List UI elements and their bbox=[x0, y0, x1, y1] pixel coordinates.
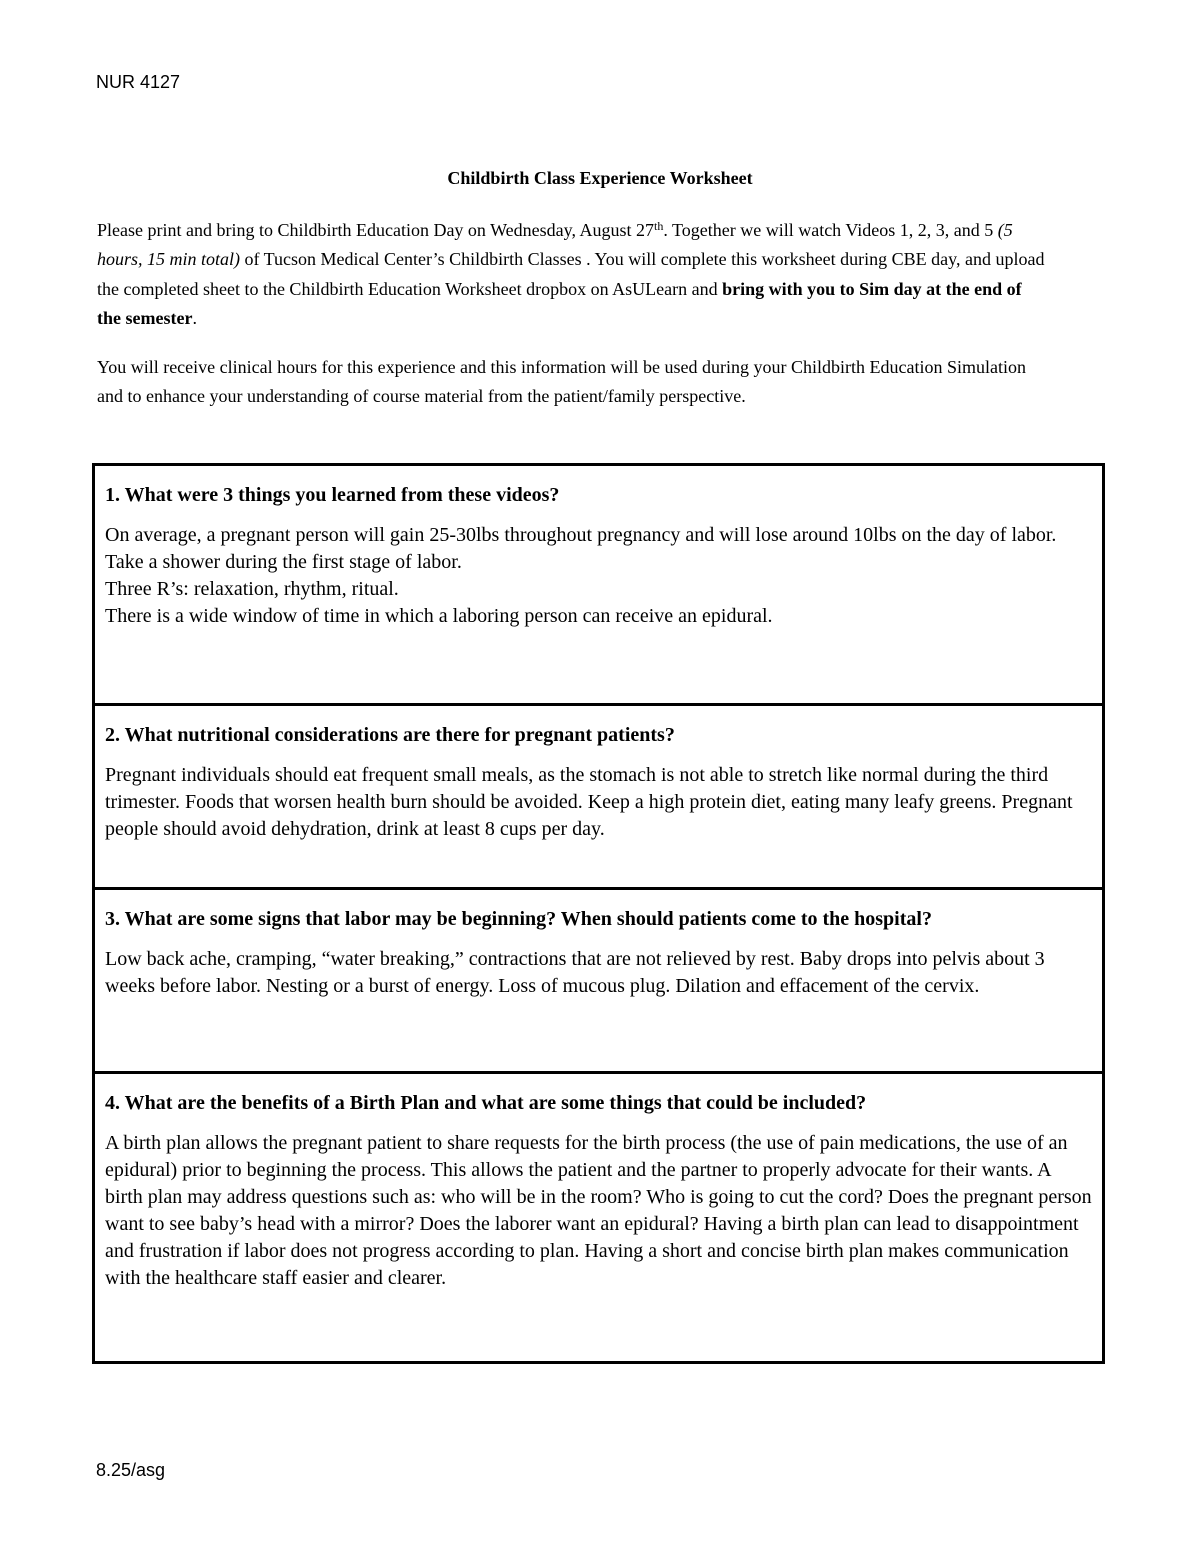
answer-1 bbox=[105, 522, 1092, 630]
video-duration-note: (5 hours, 15 min total) bbox=[97, 220, 1013, 270]
intro-paragraph-instructions bbox=[97, 216, 1047, 333]
intro-text-2: . Together we will watch Videos 1, 2, 3, and 5 bbox=[663, 220, 998, 240]
question-2: 2. What nutritional considerations are there for pregnant patients? bbox=[105, 724, 675, 746]
worksheet-table bbox=[92, 463, 1105, 1364]
question-cell-4 bbox=[95, 1074, 1102, 1361]
intro-text-4: . bbox=[192, 307, 197, 328]
intro-text-1: Please print and bring to Childbirth Education Day on Wednesday, August 27 bbox=[97, 220, 654, 240]
answer-1-line: Three R’s: relaxation, rhythm, ritual. bbox=[105, 578, 399, 600]
answer-3: Low back ache, cramping, “water breaking,” contractions that are not relieved by rest. Baby drops into pelvis about 3 weeks before labor. Nesting or a burst of energy. Loss of mucous plug. Dilation and effacement of the cervix. bbox=[105, 948, 1045, 997]
question-cell-3 bbox=[95, 890, 1102, 1074]
sim-day-reminder: bring with you to Sim day at the end of the semester bbox=[97, 278, 1022, 328]
revision-code: 8.25/asg bbox=[96, 1460, 166, 1480]
answer-1-line: There is a wide window of time in which a laboring person can receive an epidural. bbox=[105, 605, 773, 627]
question-cell-2 bbox=[95, 706, 1102, 890]
intro-text-3: of Tucson Medical Center’s Childbirth Classes . You will complete this worksheet during CBE day, and upload the completed sheet to the Childbirth Education Worksheet dropbox on AsULearn and bbox=[97, 249, 1045, 299]
page-title: Childbirth Class Experience Worksheet bbox=[447, 168, 753, 188]
course-code: NUR 4127 bbox=[96, 72, 181, 92]
answer-1-line: Take a shower during the first stage of labor. bbox=[105, 551, 462, 573]
answer-2: Pregnant individuals should eat frequent small meals, as the stomach is not able to stretch like normal during the third trimester. Foods that worsen health burn should be avoided. Keep a high protein diet, eating many leafy greens. Pregnant people should avoid dehydration, drink at least 8 cups per day. bbox=[105, 764, 1073, 840]
answer-4: A birth plan allows the pregnant patient to share requests for the birth process (the use of pain medications, the use of an epidural) prior to beginning the process. This allows the patient and the partner to properly advocate for their wants. A birth plan may address questions such as: who will be in the room? Who is going to cut the cord? Does the pregnant person want to see baby’s head with a mirror? Does the laborer want an epidural? Having a birth plan can lead to disappointment and frustration if labor does not progress according to plan. Having a short and concise birth plan makes communication with the healthcare staff easier and clearer. bbox=[105, 1132, 1092, 1289]
question-4: 4. What are the benefits of a Birth Plan and what are some things that could be included? bbox=[105, 1092, 867, 1114]
answer-1-line: On average, a pregnant person will gain 25-30lbs throughout pregnancy and will lose around 10lbs on the day of labor. bbox=[105, 524, 1057, 546]
intro-paragraph-clinical-hours: You will receive clinical hours for this experience and this information will be used during your Childbirth Education Simulation and to enhance your understanding of course material from the patient/family perspective. bbox=[97, 357, 1026, 407]
question-cell-1 bbox=[95, 466, 1102, 706]
question-3: 3. What are some signs that labor may be beginning? When should patients come to the hospital? bbox=[105, 908, 932, 930]
date-ordinal-suffix: th bbox=[653, 219, 664, 233]
question-1: 1. What were 3 things you learned from these videos? bbox=[105, 484, 560, 506]
